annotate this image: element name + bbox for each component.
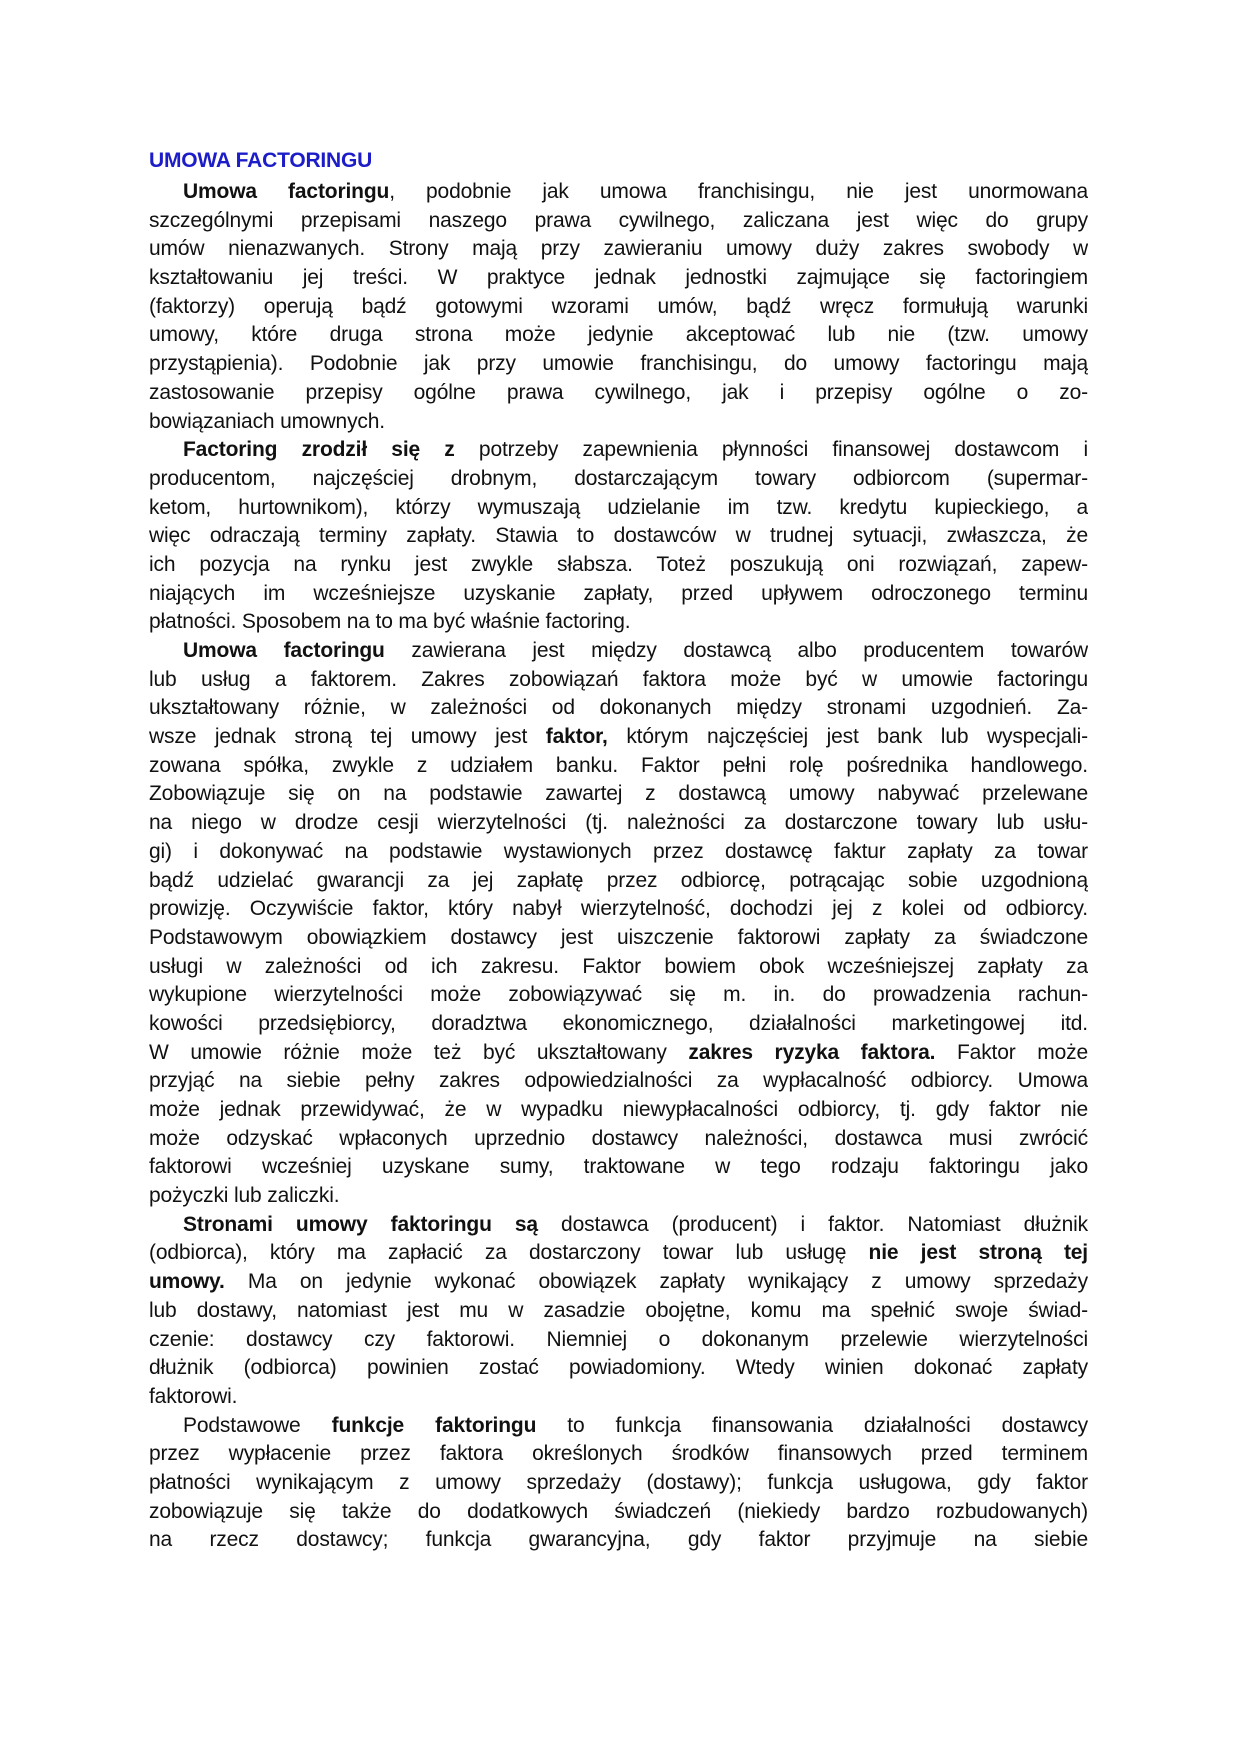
- text-line: [149, 465, 1088, 494]
- text-run: umów nienazwanych. Strony mają przy zawieraniu umowy duży zakres swobody w: [149, 237, 1088, 261]
- text-line: [149, 666, 1088, 695]
- text-line: [149, 1526, 1088, 1555]
- text-line: [149, 1412, 1088, 1441]
- text-run: zawierana jest między dostawcą albo producentem towarów: [384, 639, 1088, 662]
- text-line: [149, 551, 1088, 580]
- bold-text: funkcje faktoringu: [331, 1413, 537, 1437]
- text-run: ukształtowany różnie, w zależności od dokonanych między stronami uzgodnień. Za-: [149, 696, 1088, 720]
- text-line: [149, 1125, 1088, 1154]
- text-run: W umowie różnie może też być ukształtowany: [149, 1040, 689, 1064]
- text-run: wykupione wierzytelności może zobowiązywać się m. in. do prowadzenia rachun-: [149, 983, 1088, 1007]
- text-run: lub usług a faktorem. Zakres zobowiązań faktora może być w umowie factoringu: [149, 667, 1088, 691]
- text-line: [149, 924, 1088, 953]
- text-run: przystąpienia). Podobnie jak przy umowie franchisingu, do umowy factoringu mają: [149, 352, 1088, 376]
- bold-text: umowy.: [149, 1270, 225, 1294]
- bold-text: Factoring zrodził się z: [183, 438, 455, 462]
- text-run: Zobowiązuje się on na podstawie zawartej z dostawcą umowy nabywać przelewane: [149, 782, 1088, 806]
- text-run: gi) i dokonywać na podstawie wystawionych przez dostawcę faktur zapłaty za towar: [149, 839, 1088, 863]
- text-line: [149, 752, 1088, 781]
- text-run: wsze jednak stroną tej umowy jest: [149, 725, 546, 749]
- document-heading: UMOWA FACTORINGU: [149, 149, 373, 172]
- text-run: przyjąć na siebie pełny zakres odpowiedzialności za wypłacalność odbiorcy. Umowa: [149, 1069, 1088, 1093]
- bold-text: Stronami umowy faktoringu są: [183, 1212, 538, 1236]
- text-line: [149, 580, 1088, 609]
- text-line: [149, 293, 1088, 322]
- text-line: [149, 867, 1088, 896]
- text-line: [149, 235, 1088, 264]
- text-run: dłużnik (odbiorca) powinien zostać powiadomiony. Wtedy winien dokonać zapłaty: [149, 1356, 1088, 1380]
- text-line: [149, 321, 1088, 350]
- text-line: [149, 809, 1088, 838]
- text-line: [149, 178, 1088, 207]
- text-run: na rzecz dostawcy; funkcja gwarancyjna, gdy faktor przyjmuje na siebie: [149, 1528, 1088, 1552]
- text-line: [149, 723, 1088, 752]
- text-line: [149, 838, 1088, 867]
- text-run: lub dostawy, natomiast jest mu w zasadzie obojętne, komu ma spełnić swoje świad-: [149, 1298, 1088, 1322]
- text-line: [149, 1268, 1088, 1297]
- text-run: czenie: dostawcy czy faktorowi. Niemniej o dokonanym przelewie wierzytelności: [149, 1327, 1088, 1351]
- text-line: [149, 264, 1088, 293]
- text-run: faktorowi.: [149, 1384, 238, 1408]
- text-run: , podobnie jak umowa franchisingu, nie jest unormowana: [389, 180, 1088, 203]
- text-line: [149, 494, 1088, 523]
- text-line: [149, 1383, 1088, 1412]
- text-run: przez wypłacenie przez faktora określonych środków finansowych przed terminem: [149, 1442, 1088, 1466]
- bold-text: Umowa factoringu: [183, 639, 385, 662]
- text-line: [149, 350, 1088, 379]
- text-run: bowiązaniach umownych.: [149, 409, 385, 433]
- text-line: [149, 1182, 1088, 1211]
- text-run: niających im wcześniejsze uzyskanie zapłaty, przed upływem odroczonego terminu: [149, 581, 1088, 605]
- text-line: [149, 1440, 1088, 1469]
- text-run: pożyczki lub zaliczki.: [149, 1184, 340, 1208]
- text-run: płatności. Sposobem na to ma być właśnie factoring.: [149, 610, 631, 634]
- text-line: [149, 1039, 1088, 1068]
- document-body: [149, 178, 1088, 1555]
- text-run: więc odraczają terminy zapłaty. Stawia to dostawców w trudnej sytuacji, zwłaszcza, że: [149, 524, 1088, 548]
- text-line: [149, 953, 1088, 982]
- text-run: to funkcja finansowania działalności dostawcy: [536, 1413, 1088, 1437]
- text-run: kształtowaniu jej treści. W praktyce jednak jednostki zajmujące się factoringiem: [149, 266, 1088, 290]
- text-line: [149, 436, 1088, 465]
- text-run: producentom, najczęściej drobnym, dostarczającym towary odbiorcom (supermar-: [149, 466, 1088, 490]
- text-run: Podstawowe: [183, 1413, 332, 1437]
- text-run: na niego w drodze cesji wierzytelności (tj. należności za dostarczone towary lub usłu-: [149, 811, 1088, 835]
- text-run: zobowiązuje się także do dodatkowych świadczeń (niekiedy bardzo rozbudowanych): [149, 1499, 1088, 1523]
- text-line: [149, 1239, 1088, 1268]
- text-line: [149, 694, 1088, 723]
- text-run: może odzyskać wpłaconych uprzednio dostawcy należności, dostawca musi zwrócić: [149, 1126, 1088, 1150]
- text-run: ketom, hurtownikom), którzy wymuszają udzielanie im tzw. kredytu kupieckiego, a: [149, 495, 1088, 519]
- text-line: [149, 1326, 1088, 1355]
- bold-text: Umowa factoringu: [183, 180, 390, 203]
- text-line: [149, 981, 1088, 1010]
- text-run: (faktorzy) operują bądź gotowymi wzorami umów, bądź wręcz formułują warunki: [149, 294, 1088, 318]
- text-line: [149, 637, 1088, 666]
- text-run: umowy, które druga strona może jedynie akceptować lub nie (tzw. umowy: [149, 323, 1088, 347]
- text-line: [149, 207, 1088, 236]
- text-line: [149, 780, 1088, 809]
- text-run: faktorowi wcześniej uzyskane sumy, traktowane w tego rodzaju faktoringu jako: [149, 1155, 1088, 1179]
- text-line: [149, 1297, 1088, 1326]
- text-line: [149, 1010, 1088, 1039]
- text-line: [149, 1096, 1088, 1125]
- text-line: [149, 608, 1088, 637]
- text-run: którym najczęściej jest bank lub wyspecjali-: [607, 725, 1088, 749]
- text-run: Podstawowym obowiązkiem dostawcy jest uiszczenie faktorowi zapłaty za świadczone: [149, 925, 1088, 949]
- text-line: [149, 522, 1088, 551]
- bold-text: faktor,: [545, 725, 608, 749]
- text-run: Faktor może: [935, 1040, 1088, 1064]
- text-line: [149, 1469, 1088, 1498]
- text-line: [149, 1211, 1088, 1240]
- text-line: [149, 379, 1088, 408]
- text-line: [149, 1067, 1088, 1096]
- text-run: bądź udzielać gwarancji za jej zapłatę przez odbiorcę, potrącając sobie uzgodnioną: [149, 868, 1088, 892]
- text-run: zowana spółka, zwykle z udziałem banku. Faktor pełni rolę pośrednika handlowego.: [149, 753, 1088, 777]
- text-line: [149, 408, 1088, 437]
- text-run: potrzeby zapewnienia płynności finansowej dostawcom i: [454, 438, 1088, 462]
- text-run: może jednak przewidywać, że w wypadku niewypłacalności odbiorcy, tj. gdy faktor nie: [149, 1098, 1088, 1121]
- text-run: (odbiorca), który ma zapłacić za dostarczony towar lub usługę: [149, 1241, 869, 1265]
- text-run: płatności wynikającym z umowy sprzedaży (dostawy); funkcja usługowa, gdy faktor: [149, 1470, 1088, 1494]
- text-run: szczególnymi przepisami naszego prawa cywilnego, zaliczana jest więc do grupy: [149, 208, 1088, 232]
- text-run: ich pozycja na rynku jest zwykle słabsza. Toteż poszukują oni rozwiązań, zapew-: [149, 552, 1088, 576]
- text-line: [149, 895, 1088, 924]
- text-run: dostawca (producent) i faktor. Natomiast dłużnik: [537, 1212, 1088, 1236]
- text-run: usługi w zależności od ich zakresu. Faktor bowiem obok wcześniejszej zapłaty za: [149, 954, 1088, 978]
- text-run: prowizję. Oczywiście faktor, który nabył wierzytelność, dochodzi jej z kolei od odbiorcy.: [149, 897, 1088, 921]
- text-run: zastosowanie przepisy ogólne prawa cywilnego, jak i przepisy ogólne o zo-: [149, 380, 1088, 404]
- text-line: [149, 1153, 1088, 1182]
- bold-text: zakres ryzyka faktora.: [688, 1040, 936, 1064]
- text-run: Ma on jedynie wykonać obowiązek zapłaty wynikający z umowy sprzedaży: [224, 1270, 1088, 1294]
- text-line: [149, 1498, 1088, 1527]
- text-line: [149, 1354, 1088, 1383]
- text-run: kowości przedsiębiorcy, doradztwa ekonomicznego, działalności marketingowej itd.: [149, 1011, 1088, 1035]
- bold-text: nie jest stroną tej: [868, 1241, 1088, 1265]
